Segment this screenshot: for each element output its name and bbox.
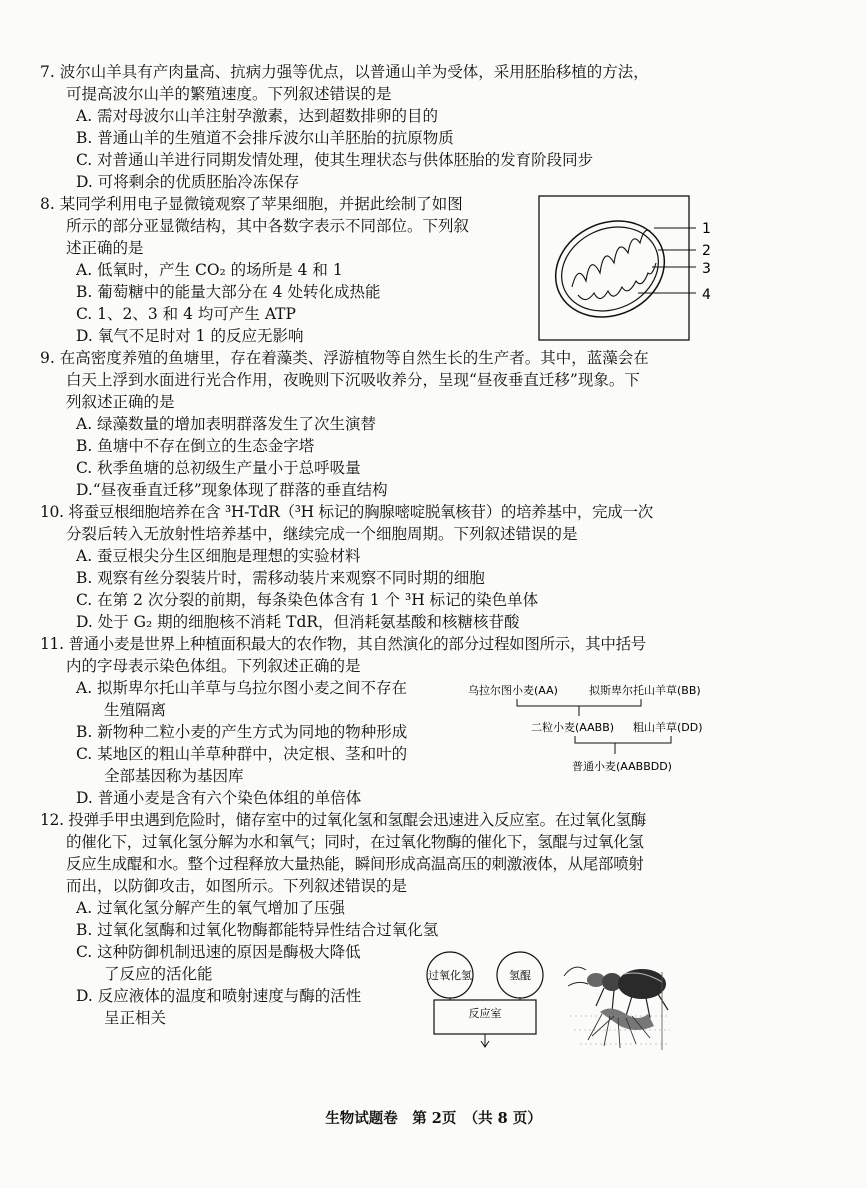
q7-option-d: D. 可将剩余的优质胚胎冷冻保存 <box>76 173 300 191</box>
q12-stem-cont2: 反应生成醌和水。整个过程释放大量热能，瞬间形成高温高压的刺激液体，从尾部喷射 <box>66 855 644 873</box>
goat-grass-label: 粗山羊草(DD) <box>633 721 703 734</box>
q12-option-d-cont: 呈正相关 <box>104 1009 167 1027</box>
q11-option-d: D. 普通小麦是含有六个染色体组的单倍体 <box>76 789 362 807</box>
q8-option-d: D. 氧气不足时对 1 的反应无影响 <box>76 327 304 345</box>
q10-option-c: C. 在第 2 次分裂的前期，每条染色体含有 1 个 ³H 标记的染色单体 <box>76 591 539 609</box>
q8-option-a: A. 低氧时，产生 CO₂ 的场所是 4 和 1 <box>76 261 343 279</box>
q8-stem: 8. 某同学利用电子显微镜观察了苹果细胞，并据此绘制了如图 <box>40 195 463 213</box>
q12-option-c: C. 这种防御机制迅速的原因是酶极大降低 <box>76 943 361 961</box>
mito-label-4: 4 <box>702 287 711 303</box>
common-wheat-label: 普通小麦(AABBDD) <box>572 760 672 773</box>
q7-stem-cont: 可提高波尔山羊的繁殖速度。下列叙述错误的是 <box>66 85 392 103</box>
q11-stem-cont: 内的字母表示染色体组。下列叙述正确的是 <box>66 657 361 675</box>
q12-stem-cont: 的催化下，过氧化氢分解为水和氧气；同时，在过氧化物酶的催化下，氢醌与过氧化氢 <box>66 833 644 851</box>
beetle-illustration <box>560 952 680 1054</box>
q11-stem: 11. 普通小麦是世界上种植面积最大的农作物，其自然演化的部分过程如图所示，其中括号 <box>40 635 646 653</box>
q9-option-a: A. 绿藻数量的增加表明群落发生了次生演替 <box>76 415 377 433</box>
q9-option-c: C. 秋季鱼塘的总初级生产量小于总呼吸量 <box>76 459 361 477</box>
q7-option-b: B. 普通山羊的生殖道不会排斥波尔山羊胚胎的抗原物质 <box>76 129 454 147</box>
page-footer: 生物试题卷 第 2页 （共 8 页） <box>325 1110 542 1127</box>
q8-option-b: B. 葡萄糖中的能量大部分在 4 处转化成热能 <box>76 283 381 301</box>
q8-stem-cont: 所示的部分亚显微结构，其中各数字表示不同部位。下列叙 <box>66 217 470 235</box>
emmer-wheat-label: 二粒小麦(AABB) <box>531 721 615 734</box>
mito-label-1: 1 <box>702 221 711 237</box>
mito-label-2: 2 <box>702 243 711 259</box>
q7-option-a: A. 需对母波尔山羊注射孕激素，达到超数排卵的目的 <box>76 107 439 125</box>
q7-stem: 7. 波尔山羊具有产肉量高、抗病力强等优点，以普通山羊为受体，采用胚胎移植的方法， <box>40 63 649 81</box>
q11-option-c: C. 某地区的粗山羊草种群中，决定根、茎和叶的 <box>76 745 408 763</box>
q12-option-b: B. 过氧化氢酶和过氧化物酶都能特异性结合过氧化氢 <box>76 921 439 939</box>
q12-stem: 12. 投弹手甲虫遇到危险时，储存室中的过氧化氢和氢醌会迅速进入反应室。在过氧化氢酶 <box>40 811 646 829</box>
reaction-chamber-label: 反应室 <box>468 1007 502 1020</box>
q10-option-b: B. 观察有丝分裂装片时，需移动装片来观察不同时期的细胞 <box>76 569 485 587</box>
q11-option-a-cont: 生殖隔离 <box>104 701 167 719</box>
q9-option-d: D.“昼夜垂直迁移”现象体现了群落的垂直结构 <box>76 481 388 499</box>
q11-option-a: A. 拟斯卑尔托山羊草与乌拉尔图小麦之间不存在 <box>76 679 408 697</box>
q8-stem-cont2: 述正确的是 <box>66 239 144 257</box>
q12-stem-cont3: 而出，以防御攻击，如图所示。下列叙述错误的是 <box>66 877 408 895</box>
q10-option-d: D. 处于 G₂ 期的细胞核不消耗 TdR，但消耗氨基酸和核糖核苷酸 <box>76 613 520 631</box>
q11-option-c-cont: 全部基因称为基因库 <box>104 767 244 785</box>
wheat-evolution-diagram <box>465 680 730 780</box>
q10-option-a: A. 蚕豆根尖分生区细胞是理想的实验材料 <box>76 547 361 565</box>
q12-option-a: A. 过氧化氢分解产生的氧气增加了压强 <box>76 899 346 917</box>
q12-option-d: D. 反应液体的温度和喷射速度与酶的活性 <box>76 987 362 1005</box>
q9-stem-cont: 白天上浮到水面进行光合作用，夜晚则下沉吸收养分，呈现“昼夜垂直迁移”现象。下 <box>66 371 640 389</box>
mitochondrion-figure <box>538 195 728 343</box>
hydroquinone-label: 氢醌 <box>509 969 531 982</box>
q9-stem-cont2: 列叙述正确的是 <box>66 393 175 411</box>
mito-label-3: 3 <box>702 261 711 277</box>
q9-option-b: B. 鱼塘中不存在倒立的生态金字塔 <box>76 437 315 455</box>
hydrogen-peroxide-label: 过氧化氢 <box>428 969 472 982</box>
q12-option-c-cont: 了反应的活化能 <box>104 965 213 983</box>
parent-bb-label: 拟斯卑尔托山羊草(BB) <box>589 684 701 697</box>
q10-stem: 10. 将蚕豆根细胞培养在含 ³H-TdR（³H 标记的胸腺嘧啶脱氧核苷）的培养基中，完成一次 <box>40 503 653 521</box>
q11-option-b: B. 新物种二粒小麦的产生方式为同地的物种形成 <box>76 723 408 741</box>
parent-aa-label: 乌拉尔图小麦(AA) <box>468 684 558 697</box>
reaction-chamber-diagram <box>420 950 560 1050</box>
q10-stem-cont: 分裂后转入无放射性培养基中，继续完成一个细胞周期。下列叙述错误的是 <box>66 525 578 543</box>
q8-option-c: C. 1、2、3 和 4 均可产生 ATP <box>76 305 296 323</box>
q9-stem: 9. 在高密度养殖的鱼塘里，存在着藻类、浮游植物等自然生长的生产者。其中，蓝藻会在 <box>40 349 649 367</box>
q7-option-c: C. 对普通山羊进行同期发情处理，使其生理状态与供体胚胎的发育阶段同步 <box>76 151 594 169</box>
